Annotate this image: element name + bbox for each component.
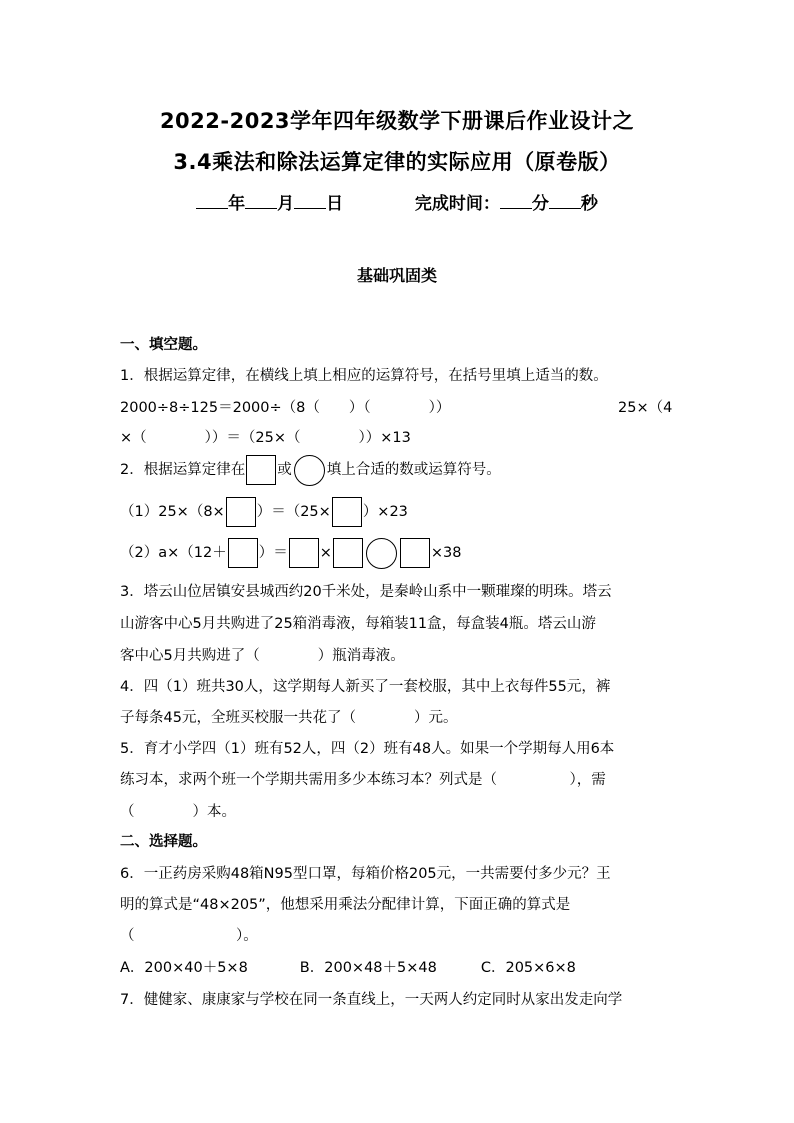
square-symbol — [246, 455, 276, 485]
year-label: 年 — [228, 194, 246, 214]
q3-line3: 客中心5月共购进了（ ）瓶消毒液。 — [120, 648, 405, 664]
q2-p1-b: ）＝（25× — [256, 504, 331, 520]
q5-line3: （ ）本。 — [120, 804, 236, 820]
answer-box[interactable] — [400, 538, 430, 568]
q1-expression-a: 2000÷8÷125＝2000÷（8（ ）（ ）） — [120, 400, 451, 416]
q2-p2-d: ×38 — [430, 545, 462, 561]
day-blank — [294, 192, 326, 209]
category-heading: 基础巩固类 — [356, 266, 437, 285]
q2-p2-c: × — [319, 545, 332, 561]
q2-text-c: 填上合适的数或运算符号。 — [326, 462, 501, 478]
second-label: 秒 — [580, 194, 598, 214]
q6-line2: 明的算式是“48×205”，他想采用乘法分配律计算，下面正确的算式是 — [120, 897, 571, 913]
section1-heading: 一、填空题。 — [120, 337, 207, 353]
q2-text-b: 或 — [277, 462, 292, 478]
time-label: 完成时间： — [414, 194, 500, 214]
answer-box[interactable] — [333, 538, 363, 568]
q5-line1: 5．育才小学四（1）班有52人，四（2）班有48人。如果一个学期每人用6本 — [120, 741, 615, 757]
day-label: 日 — [326, 194, 344, 214]
circle-symbol — [294, 455, 325, 486]
q2-p2-b: ）＝ — [258, 545, 288, 561]
month-blank — [245, 192, 277, 209]
section2-heading: 二、选择题。 — [120, 834, 207, 850]
q1-line3: ×（ ））＝（25×（ ））×13 — [120, 430, 411, 446]
page-title-line2: 3.4乘法和除法运算定律的实际应用（原卷版） — [173, 150, 621, 174]
q6-option-b[interactable]: B．200×48＋5×48 — [299, 960, 437, 976]
answer-box[interactable] — [332, 497, 362, 527]
q4-line1: 4．四（1）班共30人，这学期每人新买了一套校服，其中上衣每件55元，裤 — [120, 679, 611, 695]
answer-box[interactable] — [226, 497, 256, 527]
q2-p1-c: ）×23 — [362, 504, 408, 520]
q3-line2: 山游客中心5月共购进了25箱消毒液，每箱装11盒，每盒装4瓶。塔云山游 — [120, 616, 596, 632]
q2-text — [120, 454, 501, 486]
q6-options — [120, 956, 576, 977]
q1-text: 1．根据运算定律，在横线上填上相应的运算符号，在括号里填上适当的数。 — [120, 368, 608, 384]
q7-line1: 7．健健家、康康家与学校在同一条直线上，一天两人约定同时从家出发走向学 — [120, 992, 623, 1008]
q2-p2-a: （2）a×（12＋ — [120, 545, 227, 561]
q2-p1-a: （1）25×（8× — [120, 504, 225, 520]
minute-blank — [500, 192, 532, 209]
q1-line2 — [120, 396, 450, 417]
page-title-line1: 2022-2023学年四年级数学下册课后作业设计之 — [159, 109, 635, 133]
q2-text-a: 2．根据运算定律在 — [120, 462, 246, 478]
month-label: 月 — [277, 194, 295, 214]
q2-part1 — [120, 496, 408, 528]
minute-label: 分 — [531, 194, 549, 214]
q5-line2: 练习本，求两个班一个学期共需用多少本练习本？列式是（ ），需 — [120, 772, 606, 788]
answer-box[interactable] — [228, 538, 258, 568]
q6-line3: （ ）。 — [120, 928, 258, 944]
q6-option-a[interactable]: A．200×40＋5×8 — [120, 960, 248, 976]
q2-part2 — [120, 537, 461, 569]
date-time-line — [0, 189, 794, 214]
second-blank — [549, 192, 581, 209]
answer-box[interactable] — [289, 538, 319, 568]
q3-line1: 3．塔云山位居镇安县城西约20千米处，是秦岭山系中一颗璀璨的明珠。塔云 — [120, 584, 612, 600]
answer-circle[interactable] — [366, 538, 397, 569]
q4-line2: 子每条45元，全班买校服一共花了（ ）元。 — [120, 710, 458, 726]
q1-expression-b: 25×（4 — [618, 400, 673, 416]
year-blank — [196, 192, 228, 209]
q6-option-c[interactable]: C．205×6×8 — [480, 960, 576, 976]
q6-line1: 6．一正药房采购48箱N95型口罩，每箱价格205元，一共需要付多少元？王 — [120, 866, 611, 882]
